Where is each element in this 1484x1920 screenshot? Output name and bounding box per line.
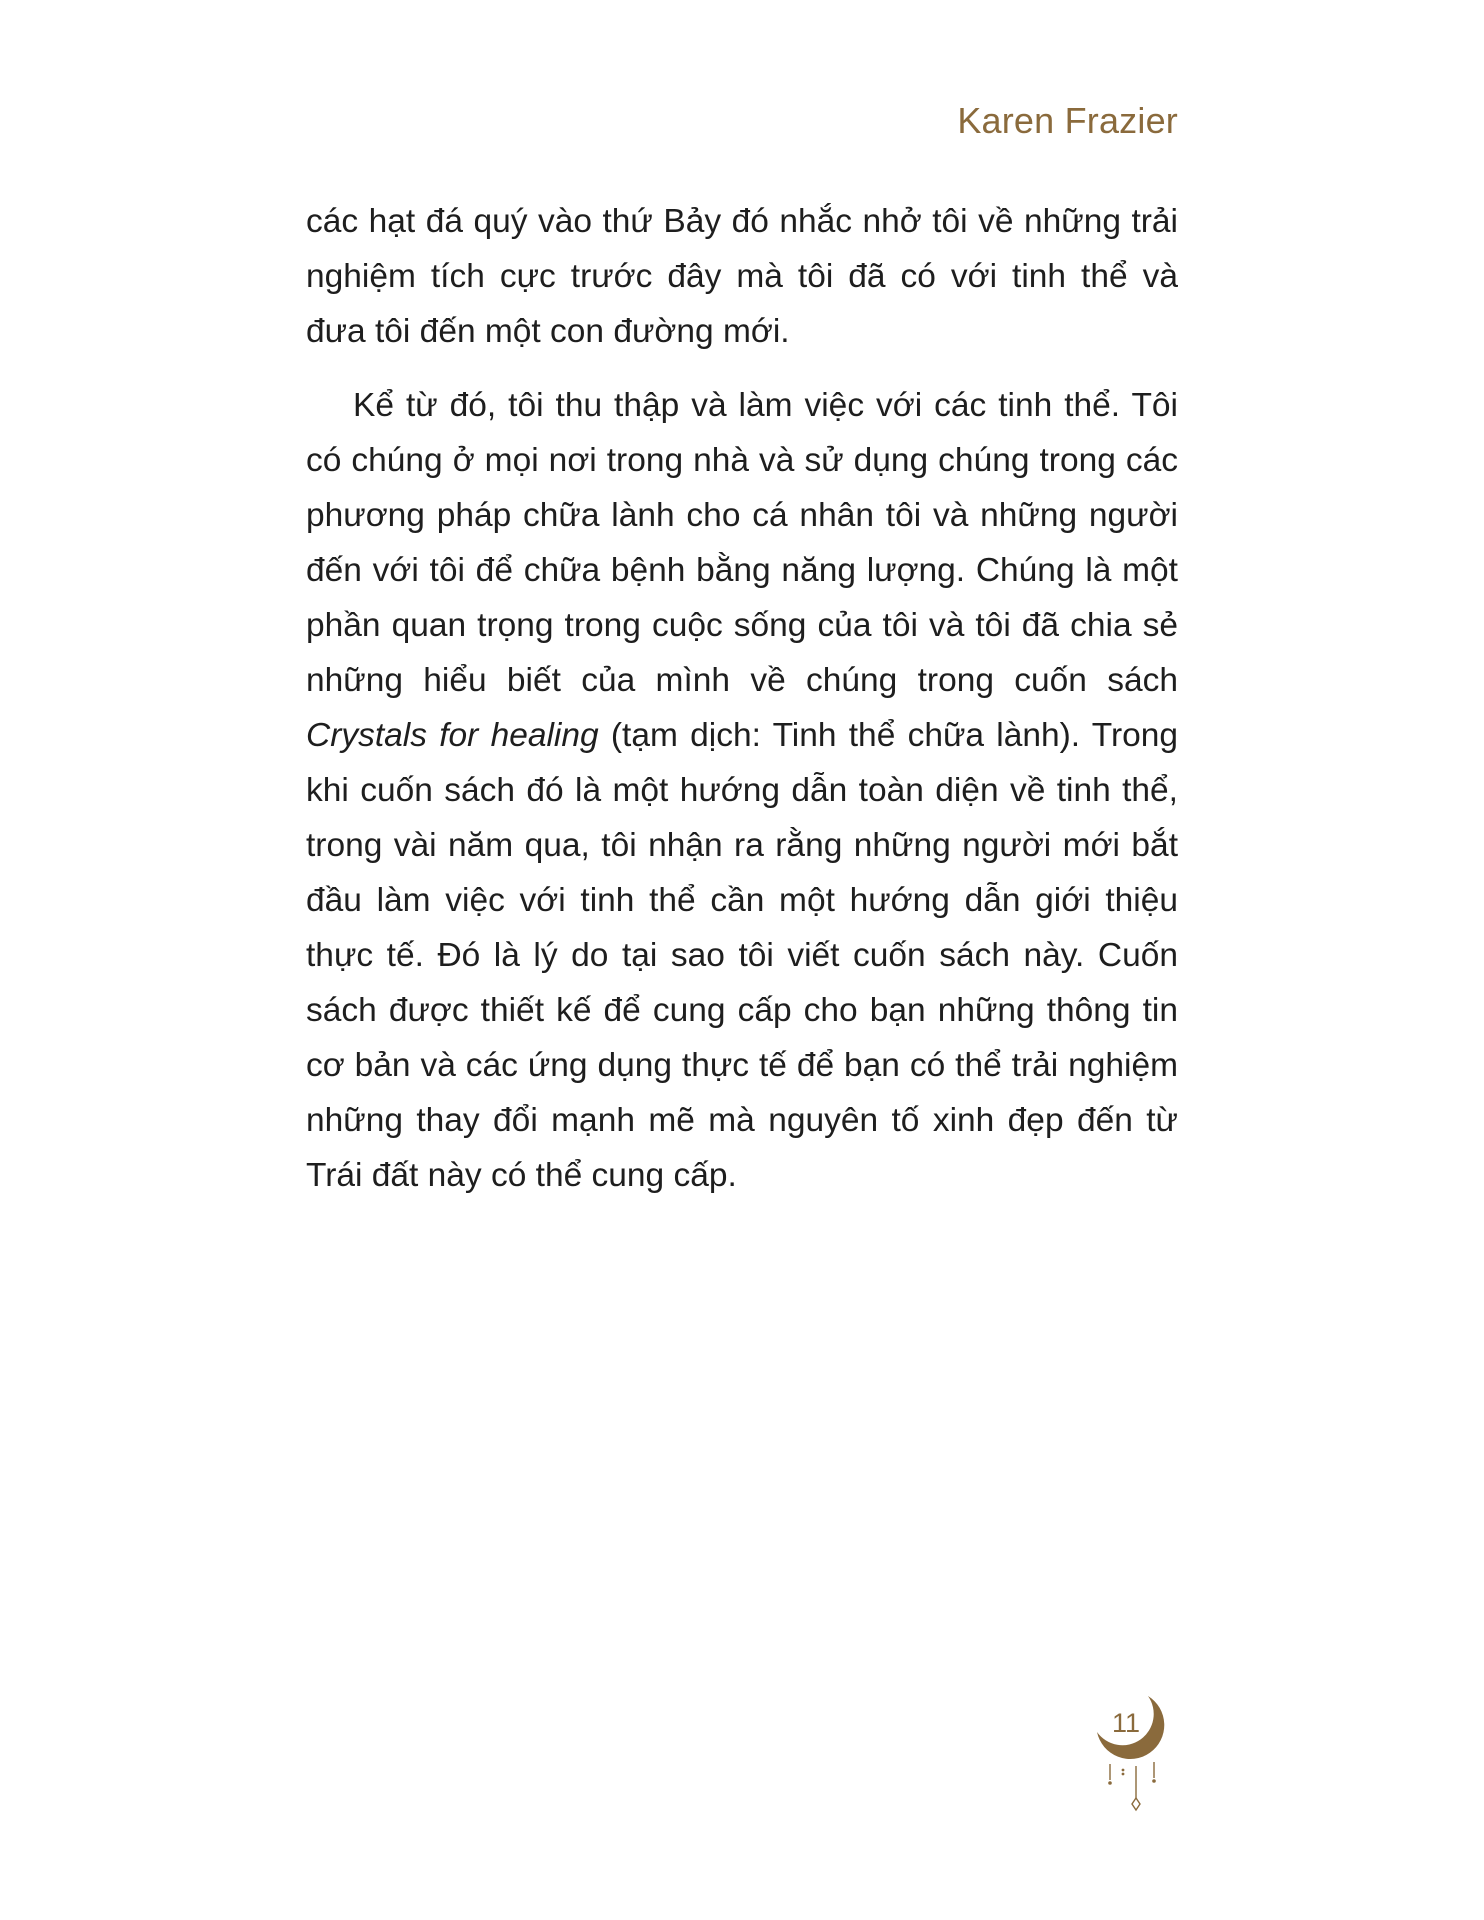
paragraph-2-text-after: (tạm dịch: Tinh thể chữa lành). Trong khi cuốn sách đó là một hướng dẫn toàn diện về tinh thể, trong vài năm qua, tôi nhận ra rằng những người mới bắt đầu làm việc với tinh thể cần một hướng dẫn giới thiệu thực tế. Đó là lý do tại sao tôi viết cuốn sách này. Cuốn sách được thiết kế để cung cấp cho bạn những thông tin cơ bản và các ứng dụng thực tế để bạn có thể trải nghiệm những thay đổi mạnh mẽ mà nguyên tố xinh đẹp đến từ Trái đất này có thể cung cấp.	[306, 717, 1178, 1194]
paragraph-2	[306, 378, 1178, 1203]
book-title-italic: Crystals for healing	[306, 717, 599, 754]
running-head-author: Karen Frazier	[957, 100, 1178, 141]
page-folio	[1092, 1694, 1182, 1834]
paragraph-1: các hạt đá quý vào thứ Bảy đó nhắc nhở tôi về những trải nghiệm tích cực trước đây mà tôi đã có với tinh thể và đưa tôi đến một con đường mới.	[306, 203, 1178, 350]
page-number: 11	[1111, 1708, 1141, 1738]
body-text	[306, 194, 1178, 1203]
paragraph-2-text-before: Kể từ đó, tôi thu thập và làm việc với các tinh thể. Tôi có chúng ở mọi nơi trong nhà và sử dụng chúng trong các phương pháp chữa lành cho cá nhân tôi và những người đến với tôi để chữa bệnh bằng năng lượng. Chúng là một phần quan trọng trong cuộc sống của tôi và tôi đã chia sẻ những hiểu biết của mình về chúng trong cuốn sách	[306, 387, 1178, 699]
